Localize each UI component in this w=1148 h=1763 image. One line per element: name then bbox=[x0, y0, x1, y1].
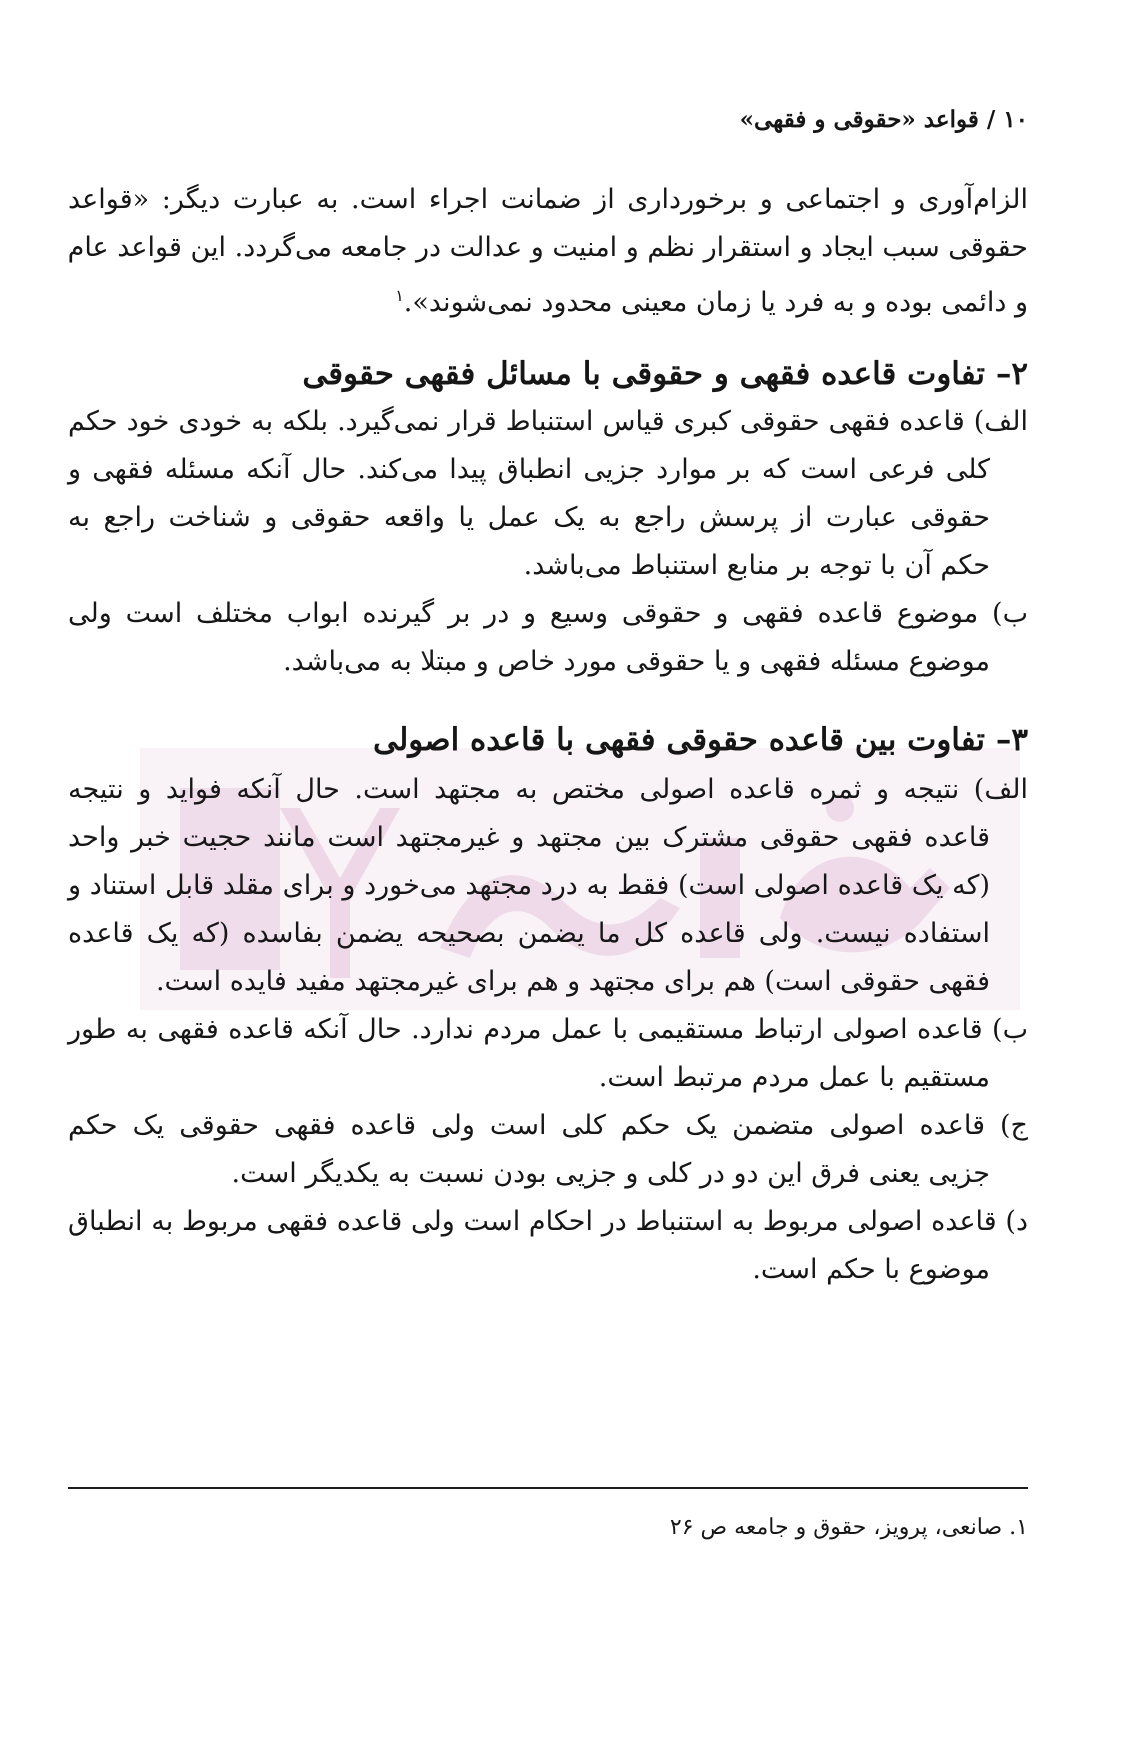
intro-line: الزام‌آوری و اجتماعی و برخورداری از ضمانت اجراء است. به عبارت دیگر: «قواعد bbox=[68, 184, 1028, 215]
section-3-line: ب) قاعده اصولی ارتباط مستقیمی با عمل مردم ندارد. حال آنکه قاعده فقهی به طور bbox=[68, 1014, 1028, 1045]
section-3-line: موضوع با حکم است. bbox=[752, 1254, 990, 1285]
intro-line-last bbox=[395, 276, 1028, 323]
section-2-heading: ۲– تفاوت قاعده فقهی و حقوقی با مسائل فقهی حقوقی bbox=[302, 356, 1028, 392]
section-3-line: جزیی یعنی فرق این دو در کلی و جزیی بودن نسبت به یکدیگر است. bbox=[231, 1158, 990, 1189]
section-2-line: حکم آن با توجه بر منابع استنباط می‌باشد. bbox=[523, 550, 990, 581]
intro-line-text: و دائمی بوده و به فرد یا زمان معینی محدود نمی‌شوند». bbox=[403, 287, 1028, 318]
section-3-line: ج) قاعده اصولی متضمن یک حکم کلی است ولی قاعده فقهی حقوقی یک حکم bbox=[68, 1110, 1028, 1141]
section-2-line: الف) قاعده فقهی حقوقی کبری قیاس استنباط قرار نمی‌گیرد. بلکه به خودی خود حکم bbox=[68, 406, 1028, 437]
section-3-heading: ۳– تفاوت بین قاعده حقوقی فقهی با قاعده اصولی bbox=[373, 722, 1028, 758]
footnote-marker: ۱ bbox=[395, 286, 404, 305]
section-3-line: فقهی حقوقی است) هم برای مجتهد و هم برای غیرمجتهد مفید فایده است. bbox=[155, 966, 990, 997]
intro-line: حقوقی سبب ایجاد و استقرار نظم و امنیت و عدالت در جامعه می‌گردد. این قواعد عام bbox=[67, 232, 1028, 263]
section-2-line: حقوقی عبارت از پرسش راجع به یک عمل یا واقعه حقوقی و شناخت راجع به bbox=[68, 502, 990, 533]
section-3-line: استفاده نیست. ولی قاعده کل ما یضمن بصحیحه یضمن بفاسده (که یک قاعده bbox=[68, 918, 990, 949]
section-3-line: (که یک قاعده اصولی است) فقط به درد مجتهد می‌خورد و برای مقلد قابل استناد و bbox=[68, 870, 990, 901]
running-head: ۱۰ / قواعد «حقوقی و فقهی» bbox=[739, 106, 1028, 133]
section-2-line: ب) موضوع قاعده فقهی و حقوقی وسیع و در بر گیرنده ابواب مختلف است ولی bbox=[68, 598, 1028, 629]
footnote-divider bbox=[68, 1487, 1028, 1489]
footnote: ۱. صانعی، پرویز، حقوق و جامعه ص ۲۶ bbox=[669, 1515, 1028, 1540]
section-3-line: قاعده فقهی حقوقی مشترک بین مجتهد و غیرمجتهد است مانند حجیت خبر واحد bbox=[68, 822, 990, 853]
section-3-line: د) قاعده اصولی مربوط به استنباط در احکام است ولی قاعده فقهی مربوط به انطباق bbox=[68, 1206, 1028, 1237]
section-3-line: مستقیم با عمل مردم مرتبط است. bbox=[598, 1062, 990, 1093]
section-3-line: الف) نتیجه و ثمره قاعده اصولی مختص به مجتهد است. حال آنکه فواید و نتیجه bbox=[68, 774, 1028, 805]
section-2-line: کلی فرعی است که بر موارد جزیی انطباق پیدا می‌کند. حال آنکه مسئله فقهی و bbox=[68, 454, 990, 485]
section-2-line: موضوع مسئله فقهی و یا حقوقی مورد خاص و مبتلا به می‌باشد. bbox=[283, 646, 990, 677]
